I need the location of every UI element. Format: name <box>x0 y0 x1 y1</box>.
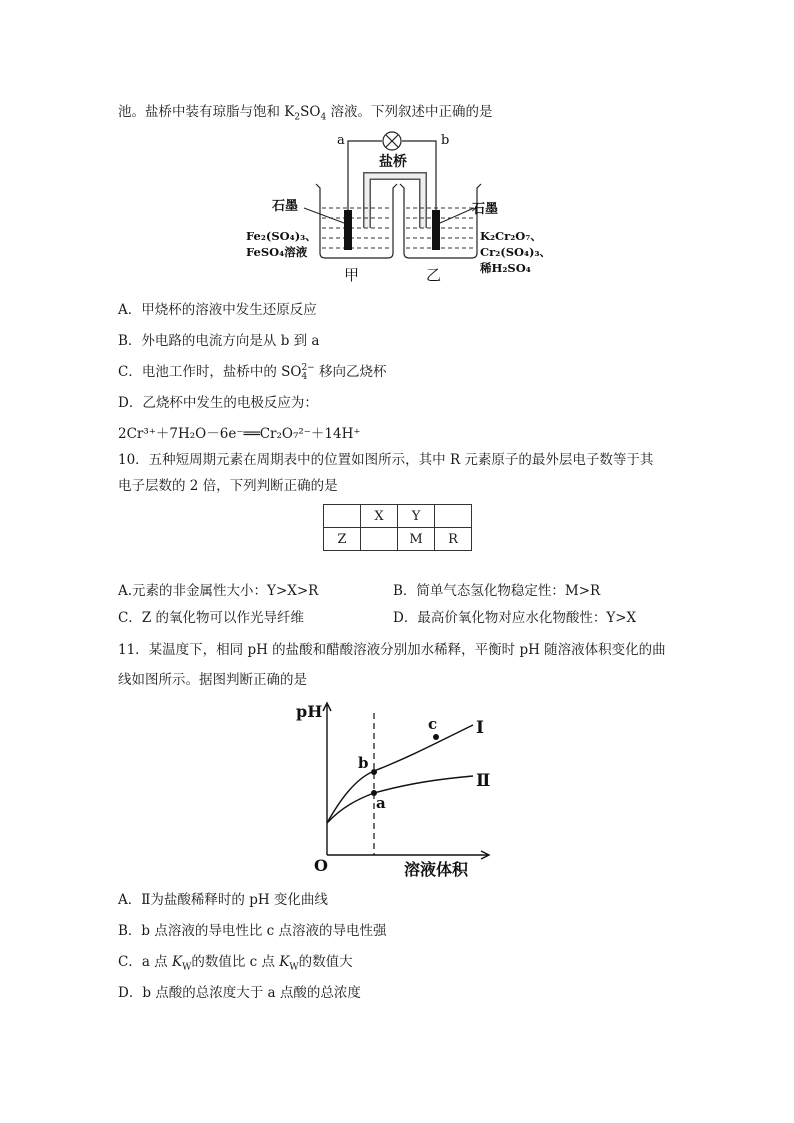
q10-stem-line2: 电子层数的 2 倍，下列判断正确的是 <box>118 478 338 494</box>
salt-bridge-label: 盐桥 <box>379 154 407 170</box>
beaker-left-label: 甲 <box>344 266 360 284</box>
ph-dilution-chart <box>290 695 500 885</box>
table-cell <box>435 505 472 528</box>
left-solution-line2: FeSO₄溶液 <box>246 245 308 259</box>
table-row <box>324 505 472 528</box>
table-cell: M <box>398 528 435 551</box>
point-c-label: c <box>428 715 438 733</box>
graphite-right-label: 石墨 <box>472 202 499 217</box>
terminal-a-label: a <box>337 133 345 148</box>
point-b-label: b <box>358 754 369 772</box>
table-cell: Z <box>324 528 361 551</box>
q11-stem-line2: 线如图所示。据图判断正确的是 <box>118 672 307 688</box>
q10-option-a: A.元素的非金属性大小：Y>X>R <box>118 583 319 599</box>
table-cell <box>324 505 361 528</box>
terminal-b-label: b <box>441 133 450 148</box>
q10-option-b: B．简单气态氢化物稳定性：M>R <box>393 583 601 599</box>
q9-option-d: D．乙烧杯中发生的电极反应为： <box>118 395 318 411</box>
point-b-marker <box>371 769 377 775</box>
beaker-right-label: 乙 <box>426 266 442 284</box>
point-c-marker <box>433 734 439 740</box>
q9-option-a: A．甲烧杯的溶液中发生还原反应 <box>118 302 317 318</box>
galvanic-cell-diagram <box>240 128 560 288</box>
table-cell: R <box>435 528 472 551</box>
curve-ii-label: Ⅱ <box>476 771 491 791</box>
right-solution-line1: K₂Cr₂O₇、 <box>480 229 542 243</box>
q11-stem-line1: 11．某温度下，相同 pH 的盐酸和醋酸溶液分别加水稀释，平衡时 pH 随溶液体积变化的曲 <box>118 642 666 658</box>
q9-option-b: B．外电路的电流方向是从 b 到 a <box>118 333 320 349</box>
q9-equation: 2Cr³⁺＋7H₂O－6e⁻══Cr₂O₇²⁻＋14H⁺ <box>118 426 361 442</box>
q10-option-d: D．最高价氧化物对应水化物酸性：Y>X <box>393 610 637 626</box>
q11-option-b: B．b 点溶液的导电性比 c 点溶液的导电性强 <box>118 923 387 939</box>
q11-option-d: D．b 点酸的总浓度大于 a 点酸的总浓度 <box>118 985 361 1001</box>
table-cell: Y <box>398 505 435 528</box>
table-cell <box>361 528 398 551</box>
q10-stem-line1: 10．五种短周期元素在周期表中的位置如图所示，其中 R 元素原子的最外层电子数等于其 <box>118 452 654 468</box>
point-a-label: a <box>376 794 386 812</box>
q11-option-a: A．Ⅱ为盐酸稀释时的 pH 变化曲线 <box>118 892 328 908</box>
q10-option-c: C．Z 的氧化物可以作光导纤维 <box>118 610 305 626</box>
x-axis-label: 溶液体积 <box>404 860 469 879</box>
q9-option-c: C．电池工作时，盐桥中的 SO 2− 4 移向乙烧杯 <box>118 362 387 382</box>
table-row <box>324 528 472 551</box>
curve-i-label: Ⅰ <box>476 718 484 738</box>
right-solution-line3: 稀H₂SO₄ <box>480 261 531 275</box>
y-axis-label: pH <box>296 702 323 721</box>
table-cell: X <box>361 505 398 528</box>
right-solution-line2: Cr₂(SO₄)₃、 <box>480 245 552 259</box>
origin-label: O <box>314 856 328 875</box>
periodic-table-fragment <box>323 504 472 551</box>
q9-stem: 池。盐桥中装有琼脂与饱和 $K_2SO_4$ 溶液。下列叙述中正确的是 <box>118 104 493 123</box>
left-solution-line1: Fe₂(SO₄)₃、 <box>246 229 317 243</box>
graphite-left-label: 石墨 <box>272 199 299 214</box>
q11-option-c: C．a 点 $K_W$的数值比 c 点 $K_W$的数值大 <box>118 954 353 973</box>
